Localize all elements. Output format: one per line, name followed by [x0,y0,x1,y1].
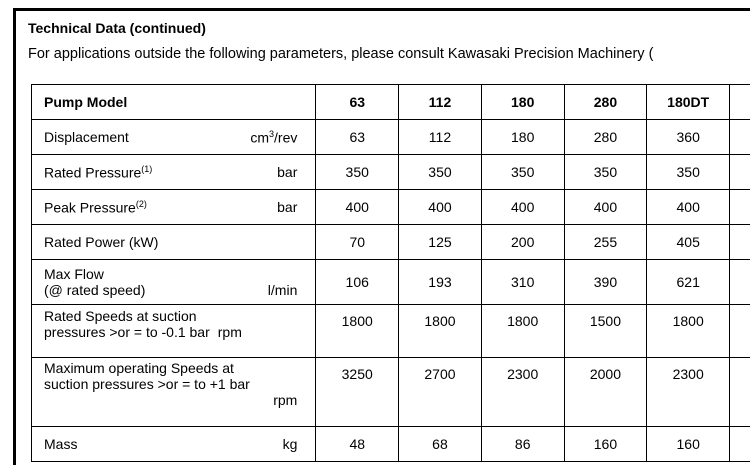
row-label-rated-speeds [32,305,316,358]
section-heading: Technical Data (continued) [28,20,206,36]
header-model-180dt: 180DT [647,85,730,120]
unit-base: cm [250,129,269,146]
table-cut-cell [730,427,750,462]
cell-value: 400 [399,190,482,225]
cell-value: 255 [564,225,647,260]
cell-value: 1800 [316,305,399,358]
label-main: Peak Pressure [44,199,136,216]
label-line-1: Rated Speeds at suction [44,308,197,324]
cell-value: 2000 [564,358,647,427]
cell-value: 1800 [399,305,482,358]
row-label-max-flow [32,260,316,305]
table-cut-cell [730,260,750,305]
unit-text [250,129,297,146]
page-border-top [13,8,750,11]
header-model-63: 63 [316,85,399,120]
cell-value: 200 [481,225,564,260]
table-header-row [32,85,750,120]
cell-value: 405 [647,225,730,260]
cell-value: 48 [316,427,399,462]
label-text: Displacement [44,129,129,145]
row-label-rated-power: Rated Power (kW) [32,225,316,260]
cell-value: 112 [399,120,482,155]
cell-value: 400 [647,190,730,225]
footnote-marker: (2) [135,198,147,209]
cell-value: 2700 [399,358,482,427]
cell-value: 193 [399,260,482,305]
cell-value: 350 [316,155,399,190]
table-cut-cell [730,225,750,260]
header-model-280: 280 [564,85,647,120]
cell-value: 350 [481,155,564,190]
cell-value: 360 [647,120,730,155]
cell-value: 160 [564,427,647,462]
cell-value: 2300 [647,358,730,427]
cell-value: 350 [399,155,482,190]
label-line-1: Maximum operating Speeds at [44,360,234,376]
cell-value: 400 [316,190,399,225]
cell-value: 2300 [481,358,564,427]
row-label-rated-pressure [32,155,316,190]
table-cut-cell [730,120,750,155]
section-subtitle: For applications outside the following parameters, please consult Kawasaki Precision Machinery ( [28,46,654,62]
header-model-180: 180 [481,85,564,120]
cell-value: 350 [564,155,647,190]
label-line-2: pressures >or = to -0.1 bar [44,324,210,340]
table-cut-cell [730,305,750,358]
header-pump-model: Pump Model [32,85,316,120]
label-line-1: Max Flow [44,266,104,282]
row-label-peak-pressure [32,190,316,225]
table-row-peak-pressure [32,190,750,225]
cell-value: 310 [481,260,564,305]
table-cut-cell [730,358,750,427]
table-row-max-flow [32,260,750,305]
table-row-mass [32,427,750,462]
technical-data-table [31,84,750,462]
unit-rest: /rev [274,129,298,146]
label-text [44,164,152,181]
table-row-max-operating-speeds [32,358,750,427]
unit-text: rpm [217,324,242,340]
cell-value: 1800 [481,305,564,358]
table-row-rated-speeds [32,305,750,358]
cell-value: 106 [316,260,399,305]
unit-text: bar [277,199,298,215]
cell-value: 63 [316,120,399,155]
page-border-left [13,8,16,465]
cell-value: 160 [647,427,730,462]
table-cut-cell [730,190,750,225]
cell-value: 70 [316,225,399,260]
row-label-displacement [32,120,316,155]
row-label-max-operating-speeds [32,358,316,427]
footnote-marker: (1) [141,163,153,174]
cell-value: 390 [564,260,647,305]
cell-value: 400 [564,190,647,225]
label-main: Rated Pressure [44,164,142,181]
table-cut-cell [730,85,750,120]
cell-value: 350 [647,155,730,190]
cell-value: 86 [481,427,564,462]
unit-text: kg [282,436,298,452]
label-line-2: suction pressures >or = to +1 bar [44,376,250,392]
cell-value: 621 [647,260,730,305]
table-row-displacement [32,120,750,155]
row-label-mass [32,427,316,462]
cell-value: 400 [481,190,564,225]
label-text: Mass [44,436,78,452]
cell-value: 68 [399,427,482,462]
unit-text: l/min [267,282,298,298]
cell-value: 280 [564,120,647,155]
table-row-rated-power [32,225,750,260]
label-line-2: (@ rated speed) [44,282,146,298]
unit-text: bar [277,164,298,180]
cell-value: 1500 [564,305,647,358]
unit-superscript: 3 [269,128,275,139]
cell-value: 3250 [316,358,399,427]
table-cut-cell [730,155,750,190]
cell-value: 125 [399,225,482,260]
unit-text: rpm [273,392,298,408]
label-text [44,199,147,216]
cell-value: 1800 [647,305,730,358]
table-row-rated-pressure [32,155,750,190]
cell-value: 180 [481,120,564,155]
header-model-112: 112 [399,85,482,120]
